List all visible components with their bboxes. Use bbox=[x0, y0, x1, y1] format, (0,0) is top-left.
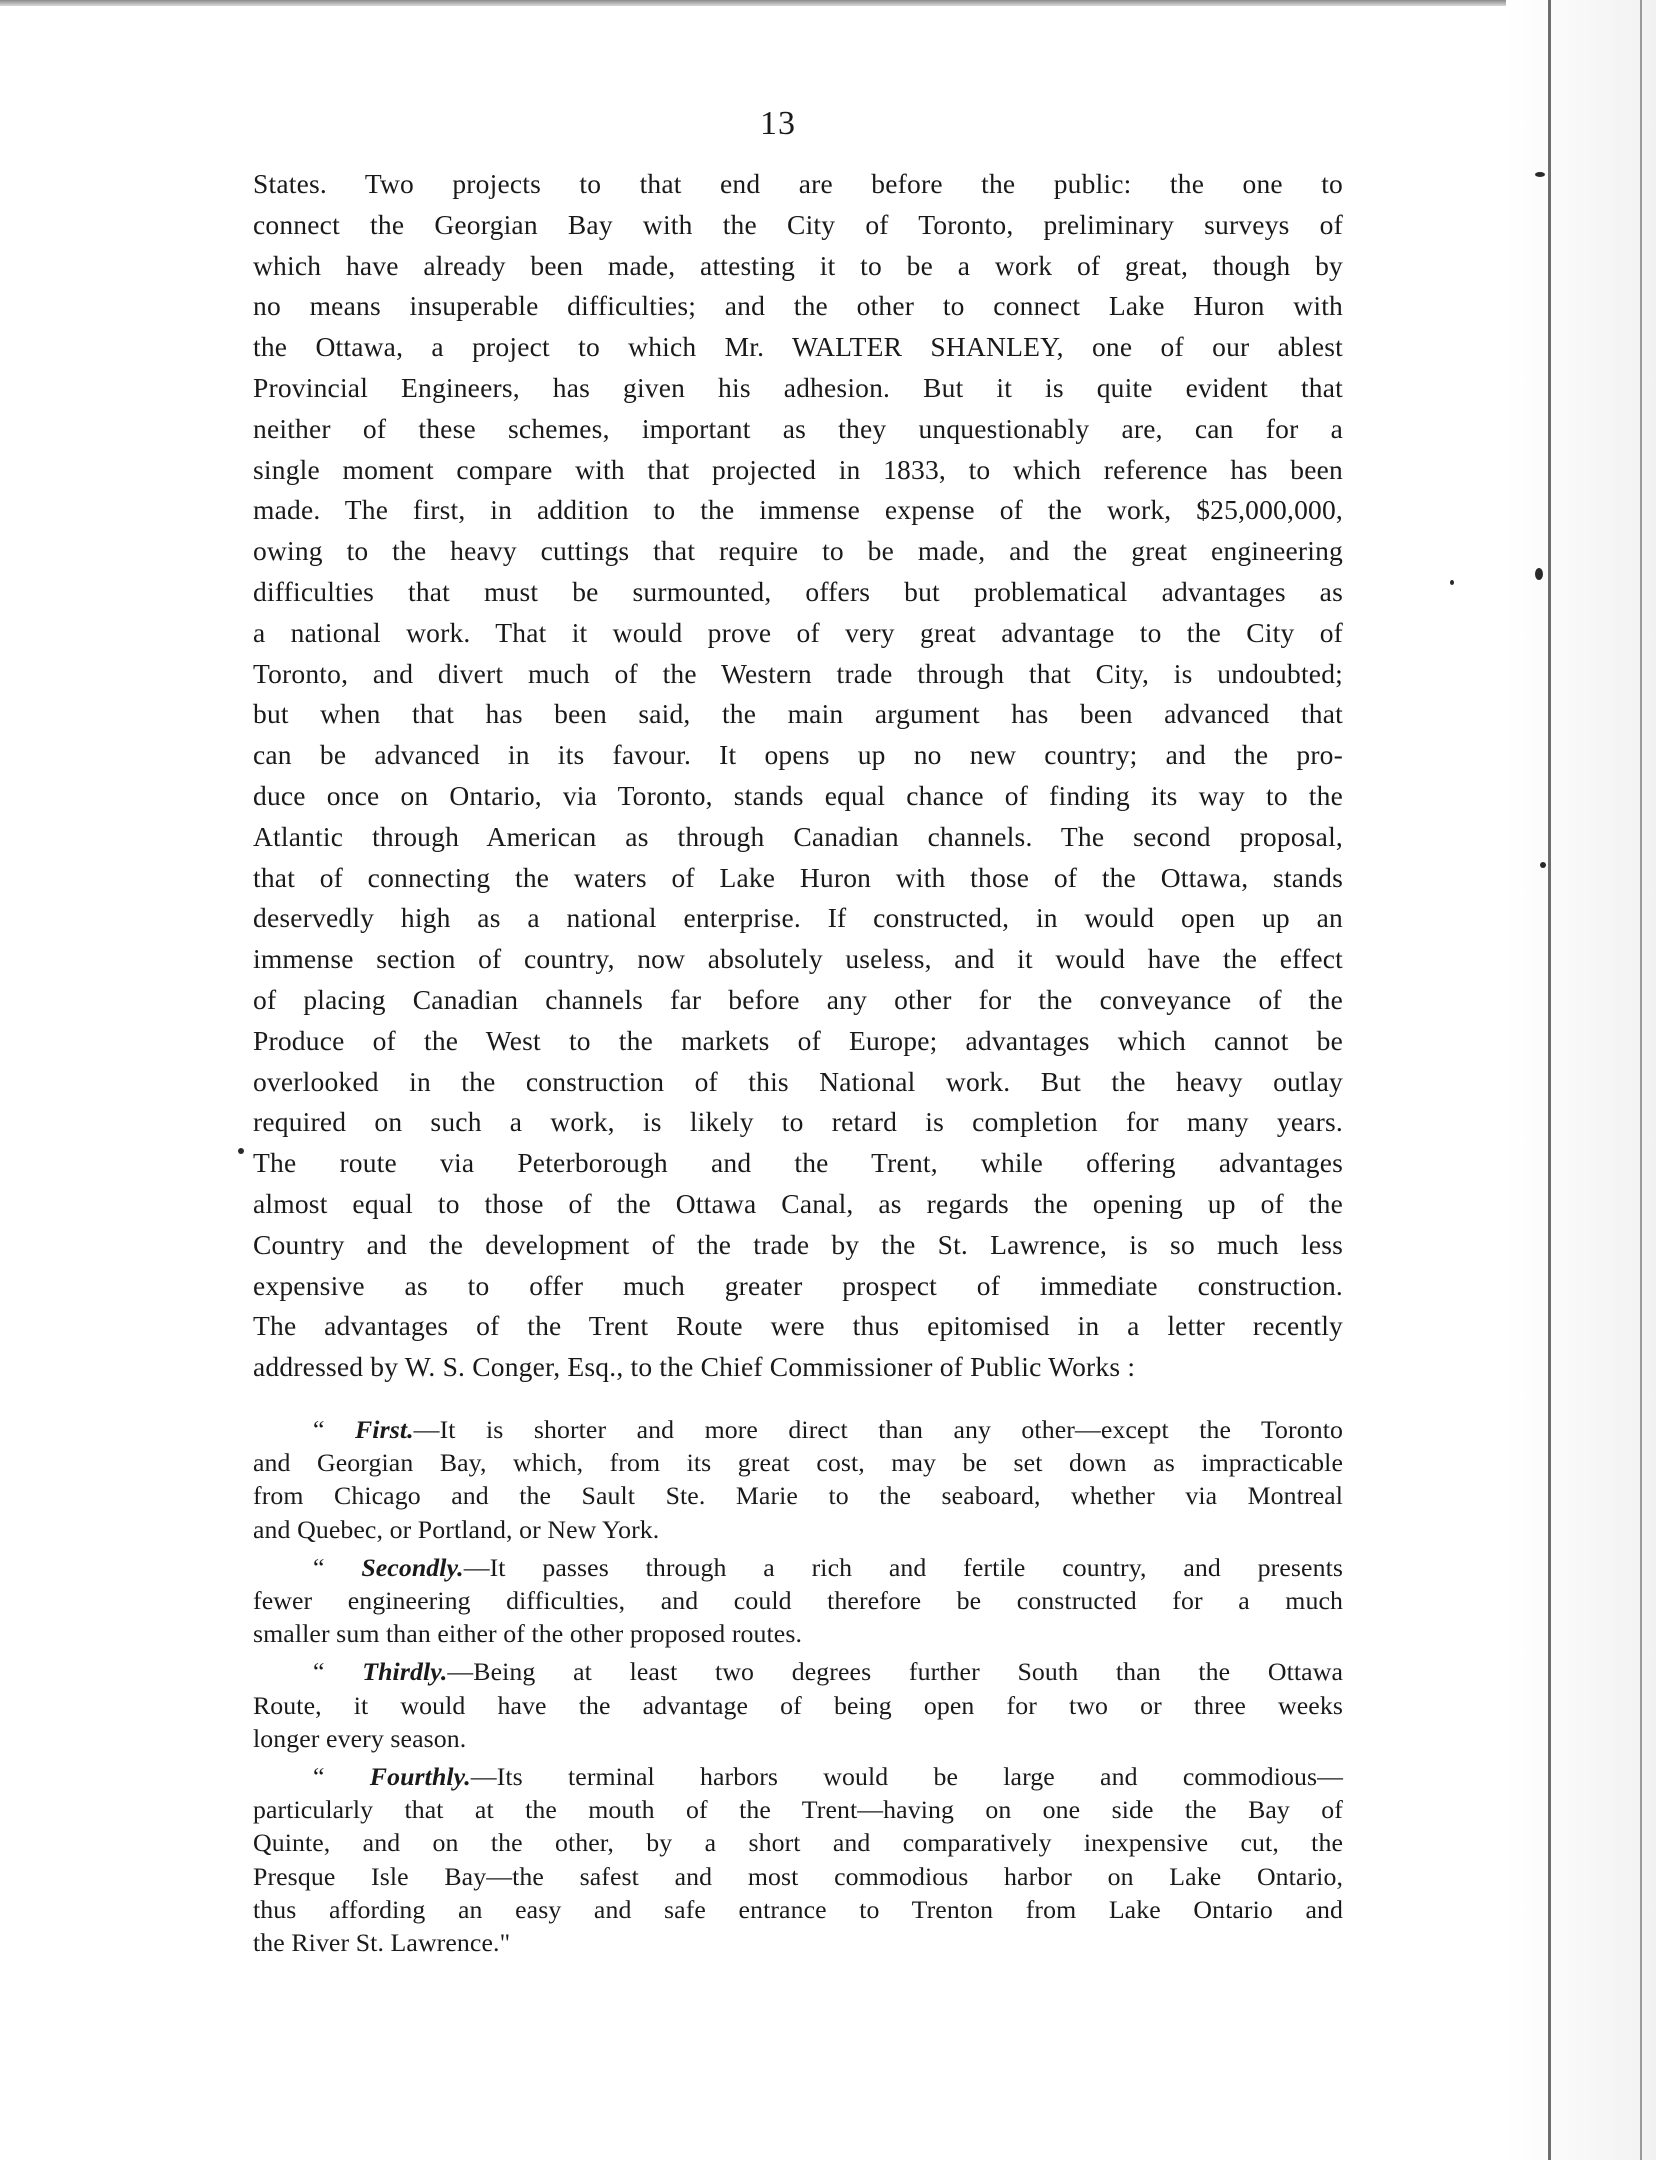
body-line: the Ottawa, a project to which Mr. WALTER SHANLEY, one of our ablest bbox=[253, 331, 1343, 363]
body-line: duce once on Ontario, via Toronto, stands equal chance of finding its way to the bbox=[253, 779, 1343, 811]
quote-line bbox=[253, 1655, 1343, 1688]
body-line: made. The first, in addition to the immense expense of the work, $25,000,000, bbox=[253, 494, 1343, 526]
body-line: States. Two projects to that end are before the public: the one to bbox=[253, 168, 1343, 199]
quote-line-text: —It passes through a rich and fertile country, and presents bbox=[463, 1552, 1343, 1582]
quote-line: longer every season. bbox=[253, 1723, 467, 1753]
quote-line-text: —It is shorter and more direct than any other—except the Toronto bbox=[413, 1415, 1343, 1444]
quote-line bbox=[253, 1413, 1343, 1446]
quote-line-text: —Being at least two degrees further South than the Ottawa bbox=[447, 1657, 1343, 1687]
quote-label: First. bbox=[355, 1415, 414, 1444]
body-line: addressed by W. S. Conger, Esq., to the Chief Commissioner of Public Works : bbox=[253, 1351, 1136, 1383]
body-line: Country and the development of the trade by the St. Lawrence, is so much less bbox=[253, 1228, 1343, 1260]
page-edge-line bbox=[1548, 0, 1551, 2160]
body-line: expensive as to offer much greater prospect of immediate construction. bbox=[253, 1269, 1343, 1301]
quote-paragraph bbox=[253, 1551, 1343, 1651]
quote-line: Presque Isle Bay—the safest and most commodious harbor on Lake Ontario, bbox=[253, 1861, 1343, 1891]
quote-line: smaller sum than either of the other proposed routes. bbox=[253, 1619, 803, 1649]
quote-line: and Georgian Bay, which, from its great cost, may be set down as impracticable bbox=[253, 1448, 1343, 1478]
body-line: can be advanced in its favour. It opens up no new country; and the pro- bbox=[253, 739, 1343, 771]
body-line: overlooked in the construction of this National work. But the heavy outlay bbox=[253, 1065, 1343, 1097]
quote-line: thus affording an easy and safe entrance to Trenton from Lake Ontario and bbox=[253, 1894, 1343, 1924]
quote-line-text: —Its terminal harbors would be large and commodious— bbox=[470, 1762, 1343, 1792]
quote-line bbox=[253, 1551, 1343, 1584]
body-line: required on such a work, is likely to retard is completion for many years. bbox=[253, 1106, 1343, 1138]
body-line: single moment compare with that projected in 1833, to which reference has been bbox=[253, 453, 1343, 485]
quote-line: fewer engineering difficulties, and could therefore be constructed for a much bbox=[253, 1586, 1343, 1616]
body-line: The advantages of the Trent Route were thus epitomised in a letter recently bbox=[253, 1310, 1343, 1342]
letter-quotation bbox=[253, 1413, 1343, 1964]
body-line: Produce of the West to the markets of Europe; advantages which cannot be bbox=[253, 1024, 1343, 1056]
open-quote-mark: “ bbox=[313, 1415, 355, 1444]
quote-line: the River St. Lawrence." bbox=[253, 1928, 511, 1958]
quote-label: Secondly. bbox=[361, 1552, 464, 1582]
body-line: no means insuperable difficulties; and the other to connect Lake Huron with bbox=[253, 290, 1343, 322]
page-edge-shadow bbox=[1506, 0, 1656, 2160]
body-line: Atlantic through American as through Canadian channels. The second proposal, bbox=[253, 820, 1343, 852]
open-quote-mark: “ bbox=[313, 1762, 370, 1792]
body-line: Toronto, and divert much of the Western trade through that City, is undoubted; bbox=[253, 657, 1343, 689]
quote-line bbox=[253, 1760, 1343, 1793]
quote-line: and Quebec, or Portland, or New York. bbox=[253, 1514, 660, 1544]
margin-speck bbox=[1450, 580, 1454, 585]
quote-line: Quinte, and on the other, by a short and comparatively inexpensive cut, the bbox=[253, 1828, 1343, 1858]
body-line: owing to the heavy cuttings that require to be made, and the great engineering bbox=[253, 535, 1343, 567]
top-edge-rule bbox=[0, 0, 1656, 6]
body-line: almost equal to those of the Ottawa Canal, as regards the opening up of the bbox=[253, 1187, 1343, 1219]
margin-speck bbox=[1535, 172, 1545, 177]
quote-paragraph bbox=[253, 1655, 1343, 1755]
open-quote-mark: “ bbox=[313, 1657, 363, 1687]
body-line: but when that has been said, the main argument has been advanced that bbox=[253, 698, 1343, 730]
body-line: connect the Georgian Bay with the City of Toronto, preliminary surveys of bbox=[253, 208, 1343, 240]
quote-paragraph bbox=[253, 1760, 1343, 1959]
body-line: The route via Peterborough and the Trent, while offering advantages bbox=[253, 1147, 1343, 1179]
body-line: of placing Canadian channels far before any other for the conveyance of the bbox=[253, 983, 1343, 1015]
body-line: Provincial Engineers, has given his adhesion. But it is quite evident that bbox=[253, 371, 1343, 403]
page-number: 13 bbox=[760, 105, 796, 142]
body-line: neither of these schemes, important as they unquestionably are, can for a bbox=[253, 412, 1343, 444]
body-line: immense section of country, now absolutely useless, and it would have the effect bbox=[253, 943, 1343, 975]
quote-label: Thirdly. bbox=[362, 1657, 448, 1687]
body-line: deservedly high as a national enterprise. If constructed, in would open up an bbox=[253, 902, 1343, 934]
open-quote-mark: “ bbox=[313, 1552, 362, 1582]
quote-line: particularly that at the mouth of the Trent—having on one side the Bay of bbox=[253, 1795, 1343, 1825]
quote-label: Fourthly. bbox=[369, 1762, 471, 1792]
margin-speck bbox=[238, 1148, 244, 1154]
margin-speck bbox=[1540, 862, 1546, 868]
page-edge-line-outer bbox=[1640, 0, 1642, 2160]
quote-line: from Chicago and the Sault Ste. Marie to the seaboard, whether via Montreal bbox=[253, 1481, 1343, 1511]
quote-line: Route, it would have the advantage of being open for two or three weeks bbox=[253, 1690, 1343, 1720]
body-line: which have already been made, attesting it to be a work of great, though by bbox=[253, 249, 1343, 281]
body-line: that of connecting the waters of Lake Huron with those of the Ottawa, stands bbox=[253, 861, 1343, 893]
body-line: a national work. That it would prove of very great advantage to the City of bbox=[253, 616, 1343, 648]
body-paragraph bbox=[253, 164, 1343, 1388]
quote-paragraph bbox=[253, 1413, 1343, 1546]
margin-speck bbox=[1535, 568, 1543, 580]
body-line: difficulties that must be surmounted, offers but problematical advantages as bbox=[253, 575, 1343, 607]
